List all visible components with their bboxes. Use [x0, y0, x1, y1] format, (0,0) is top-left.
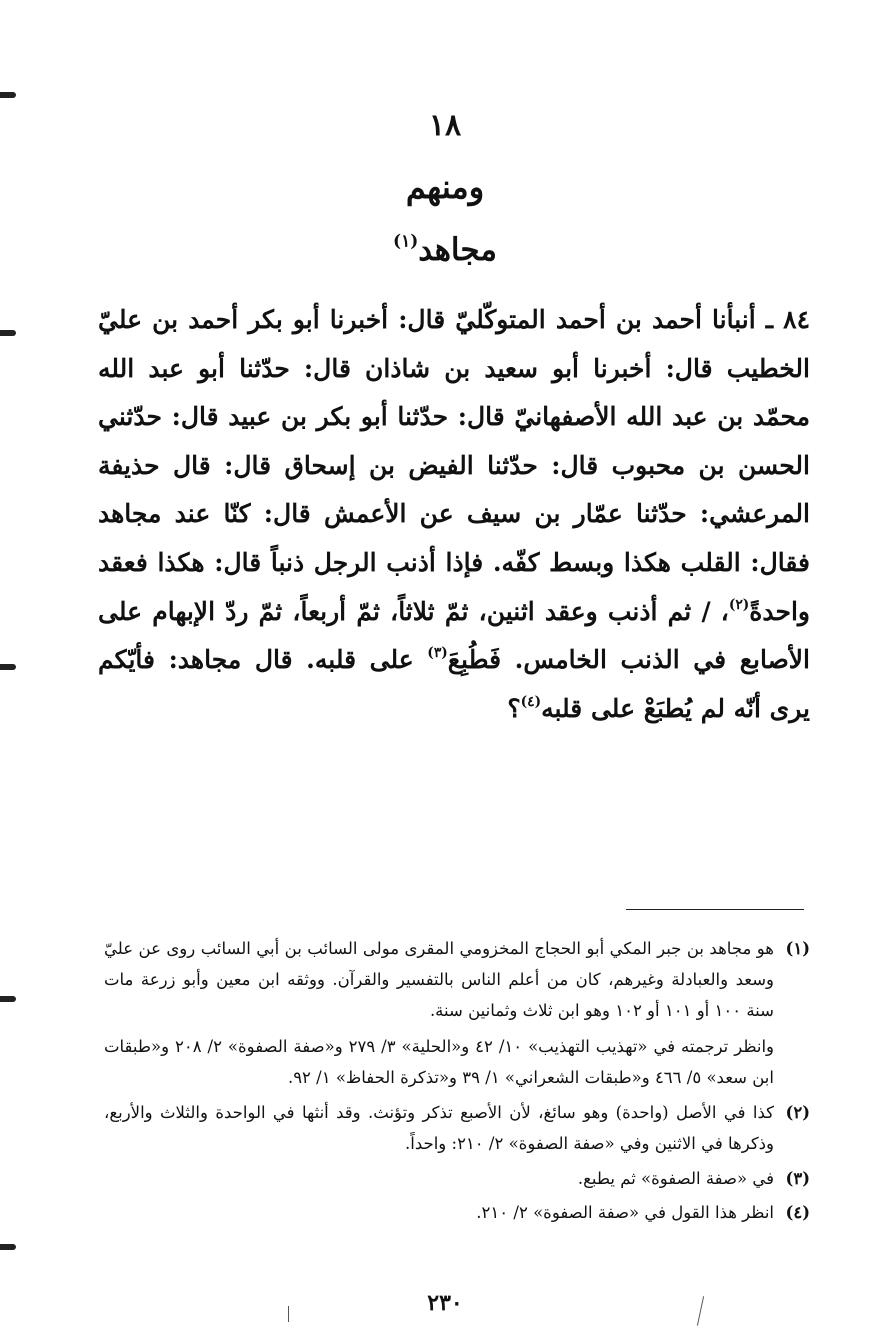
footnote-text: وانظر ترجمته في «تهذيب التهذيب» ١٠/ ٤٢ و«الحلية» ٣/ ٢٧٩ و«صفة الصفوة» ٢/ ٢٠٨ و«طبقات ابن سعد» ٥/ ٤٦٦ و«طبقات الشعراني» ١/ ٣٩ و«تذكرة الحفاظ» ١/ ٩٢. [104, 1037, 774, 1088]
footnote-number: (١) [785, 939, 810, 958]
footnotes [104, 934, 810, 1233]
main-paragraph [98, 296, 810, 733]
binding-mark [0, 1244, 16, 1250]
footnote [104, 1164, 810, 1195]
footnote-number: (٣) [785, 1168, 810, 1188]
footnote-text: في «صفة الصفوة» ثم يطبع. [577, 1168, 774, 1188]
paragraph-text: ؟ [507, 693, 521, 723]
footnote-number: (٢) [785, 1102, 810, 1122]
paragraph-text: ٨٤ ـ أنبأنا أحمد بن أحمد المتوكّليّ قال: أخبرنا أبو بكر أحمد بن عليّ الخطيب قال: أخبرنا أبو سعيد بن شاذان قال: حدّثنا أبو عبد الله محمّد بن عبد الله الأصفهانيّ قال: حدّثنا أبو بكر بن عبيد قال: حدّثني الحسن بن محبوب قال: حدّثنا الفيض بن إسحاق قال: قال حذيفة المرعشي: حدّثنا عمّار بن سيف عن الأعمش قال: كنّا عند مجاهد فقال: القلب هكذا وبسط كفّه. فإذا أذنب الرجل ذنباً قال: هكذا فعقد واحدةً [98, 305, 810, 626]
section-heading: ومنهم [405, 168, 485, 206]
binding-mark [0, 330, 16, 336]
footnote-ref: (٢) [728, 596, 750, 613]
footnote [104, 934, 810, 1094]
binding-mark [0, 664, 16, 670]
page-number: ٢٣٠ [427, 1290, 463, 1316]
footnote-number: (٤) [785, 1203, 810, 1223]
footnote-text: انظر هذا القول في «صفة الصفوة» ٢/ ٢١٠. [476, 1203, 774, 1223]
paragraph-text: على قلبه. قال مجاهد: فأيّكم يرى أنّه لم يُطبَعْ على قلبه [98, 645, 810, 723]
footnote-ref: (٤) [520, 693, 542, 710]
footnote [104, 1198, 810, 1229]
footnote-ref: (٣) [427, 645, 448, 662]
section-number: ١٨ [428, 108, 462, 143]
footnote-divider [626, 909, 804, 910]
footnote-text: كذا في الأصل (واحدة) وهو سائغ، لأن الأصبع تذكر وتؤنث. وقد أنثها في الواحدة والثلاث والأربع، وذكرها في الاثنين وفي «صفة الصفوة» ٢/ ٢١٠: واحداً. [104, 1102, 774, 1153]
entry-title [0, 232, 890, 268]
footnote-text: هو مجاهد بن جبر المكي أبو الحجاج المخزومي المقرى مولى السائب بن أبي السائب روى عن عليّ وسعد والعبادلة وغيرهم، كان من أعلم الناس بالتفسير والقرآن. ووثقه ابن معين وأبو زرعة مات سنة ١٠٠ أو ١٠١ أو ١٠٢ وهو ابن ثلاث وثمانين سنة. [104, 939, 774, 1020]
entry-name: مجاهد [418, 232, 497, 268]
binding-mark [0, 996, 16, 1002]
footnote-ref: (١) [393, 231, 419, 252]
paragraph-text: ، / ثم أذنب وعقد اثنين، ثمّ ثلاثاً، ثمّ أربعاً، ثمّ ردّ الإبهام على الأصابع في الذنب الخامس. فَطُبِعَ [98, 596, 811, 675]
binding-mark [0, 92, 16, 98]
footnote [104, 1098, 810, 1160]
